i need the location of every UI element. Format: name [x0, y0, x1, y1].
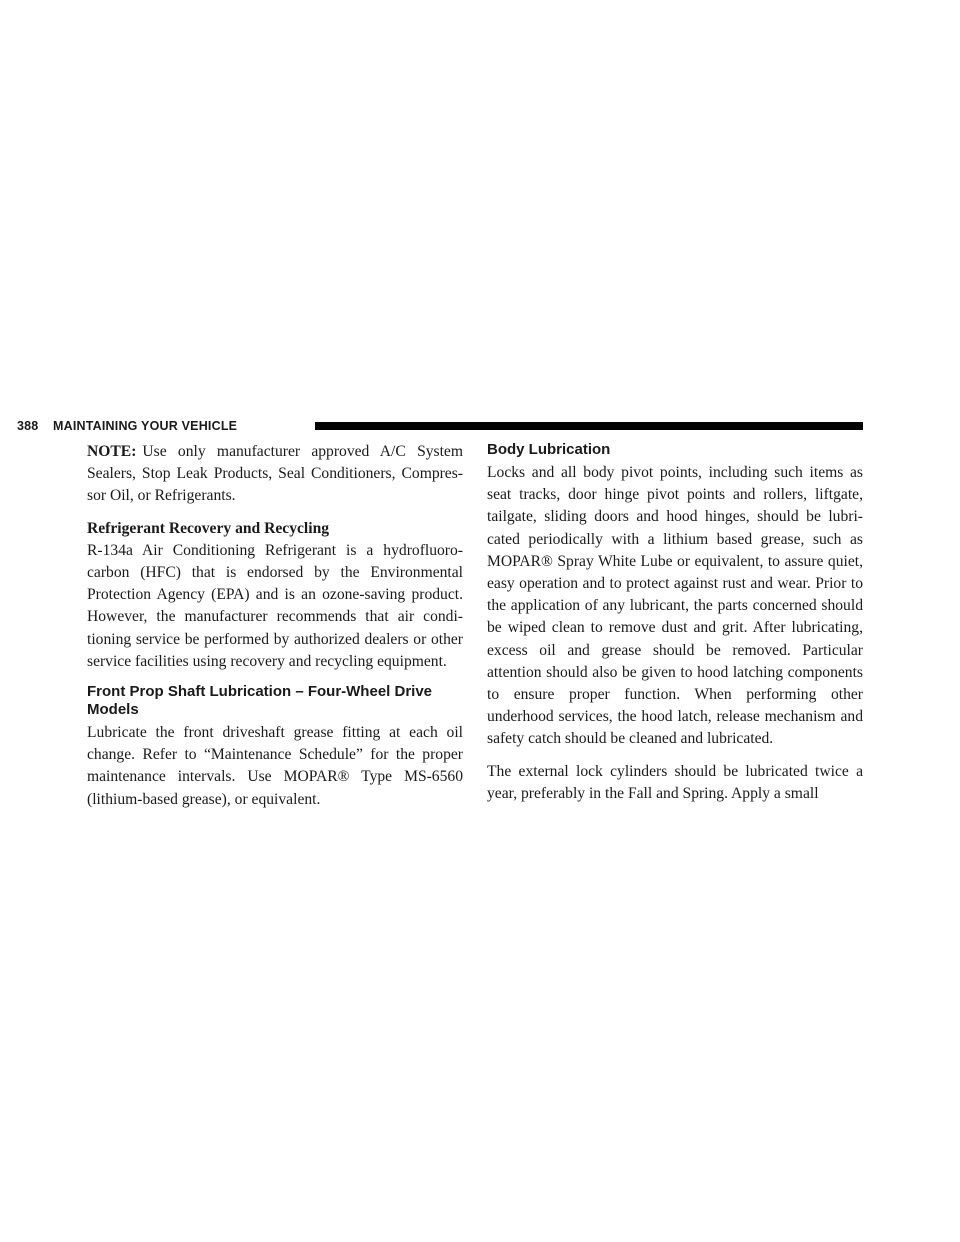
- right-column: [487, 441, 863, 815]
- recovery-heading: Refrigerant Recovery and Recycling: [87, 519, 330, 537]
- page-number: 388: [17, 419, 39, 433]
- body-lubrication-heading: Body Lubrication: [487, 441, 611, 458]
- note-label: NOTE:: [87, 443, 137, 460]
- note-text: Use only manufacturer approved A/C System Sealers, Stop Leak Products, Seal Conditioners, Compres- sor Oil, or Refrigerants.: [87, 443, 463, 505]
- left-column: [87, 441, 463, 821]
- page-header: [17, 417, 863, 435]
- note-paragraph: [87, 441, 463, 508]
- body-lubrication-paragraph: Locks and all body pivot points, including such items as seat tracks, door hinge pivot points and rollers, liftgate, tailgate, sliding doors and hood hinges, should be lubri- cated periodically with a lithium based grease, such as MOPAR® Spray White Lube or equivalent, to assure quiet, easy operation and to protect against rust and wear. Prior to the application of any lubricant, the parts concerned should be wiped clean to remove dust and grit. After lubricating, excess oil and grease should be removed. Particular attention should also be given to hood latching components to ensure proper function. When performing other underhood services, the hood latch, release mechanism and safety catch should be cleaned and lubricated.: [487, 464, 863, 748]
- header-rule: [315, 422, 863, 430]
- section-title: MAINTAINING YOUR VEHICLE: [53, 419, 238, 433]
- prop-shaft-paragraph: Lubricate the front driveshaft grease fitting at each oil change. Refer to “Maintenance Schedule” for the proper maintenance intervals. Use MOPAR® Type MS-6560 (lithium-based grease), or equivalent.: [87, 724, 463, 808]
- lock-cylinder-paragraph: The external lock cylinders should be lubricated twice a year, preferably in the Fall and Spring. Apply a small: [487, 762, 863, 802]
- recovery-paragraph: R-134a Air Conditioning Refrigerant is a hydrofluoro- carbon (HFC) that is endorsed by the Environmental Protection Agency (EPA) and is an ozone-saving product. However, the manufacturer recommends that air condi- tioning service be performed by authorized dealers or other service facilities using recovery and recycling equipment.: [87, 541, 463, 670]
- prop-shaft-heading: Front Prop Shaft Lubrication – Four-Wheel Drive Models: [87, 683, 433, 719]
